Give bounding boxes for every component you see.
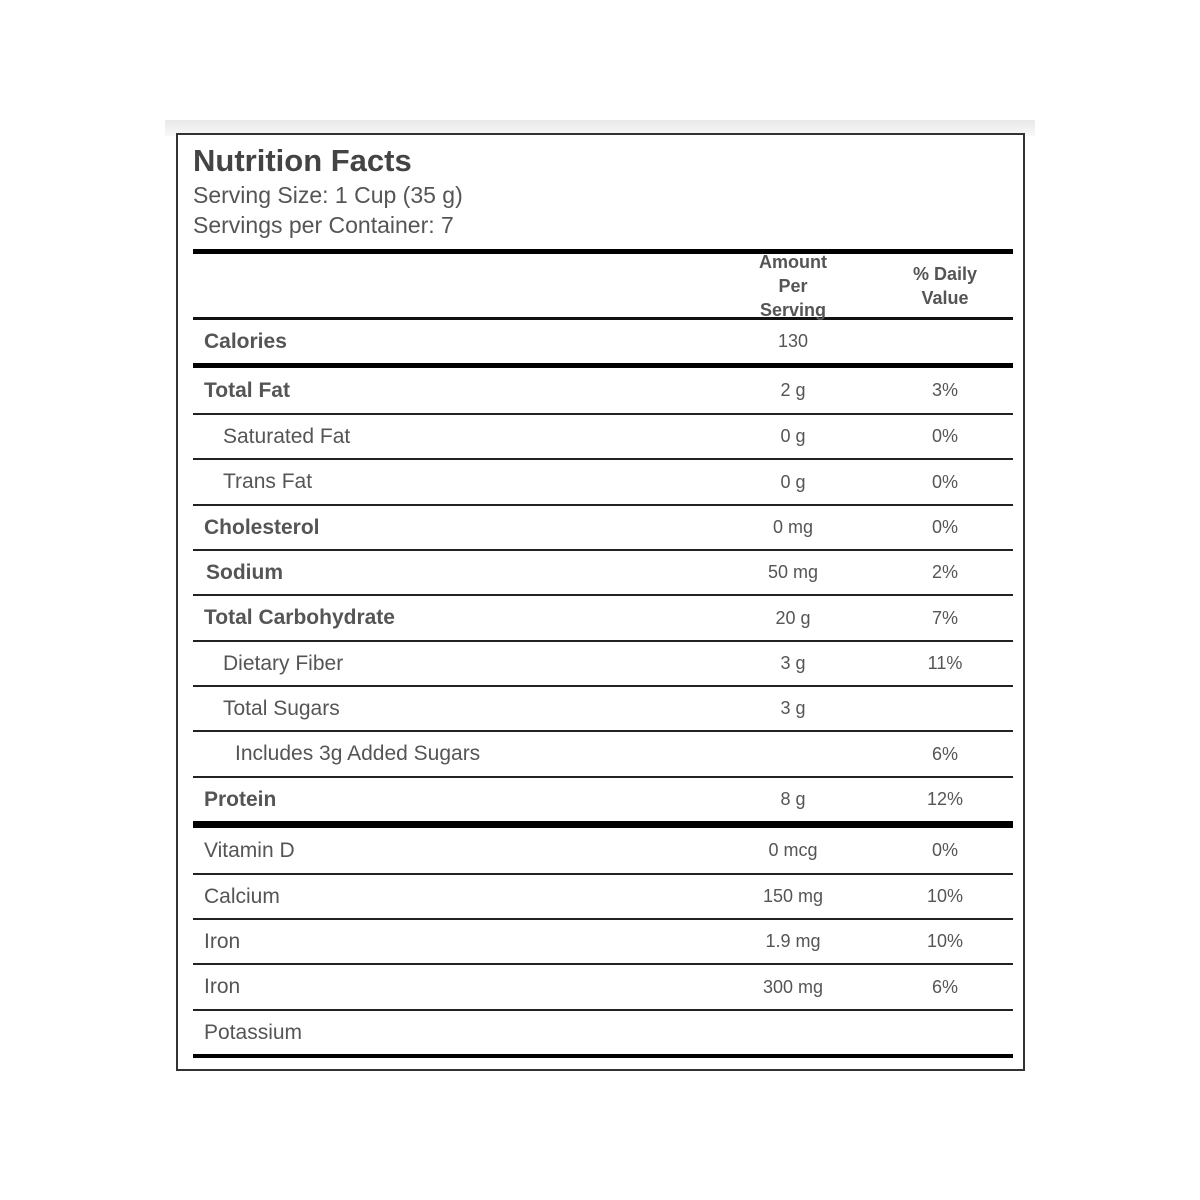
nutrient-dv: 0% — [931, 840, 958, 860]
table-row-iron — [193, 920, 1013, 965]
nutrient-dv: 12% — [926, 789, 964, 809]
table-row-vitamin-d — [193, 828, 1013, 875]
nutrient-name: Calories — [204, 329, 287, 353]
nutrient-name: Includes 3g Added Sugars — [235, 742, 481, 765]
nutrient-amount: 150 mg — [762, 886, 824, 906]
nutrient-name: Total Sugars — [223, 696, 340, 720]
nutrient-dv: 11% — [927, 653, 963, 673]
nutrient-amount: 0 mg — [772, 517, 814, 537]
table-row-iron-2 — [193, 965, 1013, 1011]
nutrient-dv: 0% — [931, 426, 958, 446]
nutrient-dv: 6% — [931, 743, 958, 764]
nutrient-name: Trans Fat — [223, 470, 313, 493]
nutrient-amount: 3 g — [780, 698, 806, 718]
table-row-total-fat — [193, 368, 1013, 415]
nutrient-name: Total Fat — [204, 378, 290, 402]
nutrient-name: Cholesterol — [204, 515, 320, 539]
nutrient-amount: 0 g — [780, 471, 806, 492]
nutrient-amount: 0 mcg — [768, 840, 818, 860]
table-row-added-sugars — [193, 732, 1013, 778]
nutrient-dv: 2% — [931, 562, 958, 582]
table-header — [193, 251, 1013, 320]
nutrient-amount: 50 mg — [767, 562, 819, 582]
nutrient-dv: 0% — [931, 517, 958, 537]
serving-size: Serving Size: 1 Cup (35 g) — [193, 182, 463, 208]
nutrient-name: Potassium — [204, 1020, 303, 1044]
nutrient-amount: 3 g — [780, 653, 806, 673]
table-row-cholesterol — [193, 506, 1013, 551]
table-row-dietary-fiber — [193, 642, 1013, 687]
nutrient-name: Vitamin D — [204, 838, 295, 862]
nutrient-dv: 10% — [926, 886, 964, 906]
servings-per-container: Servings per Container: 7 — [193, 212, 454, 238]
nutrient-amount: 20 g — [775, 607, 811, 628]
nutrient-name: Saturated Fat — [223, 424, 351, 448]
table-row-potassium — [193, 1011, 1013, 1058]
nutrient-name: Iron — [204, 975, 241, 998]
nutrient-name: Calcium — [204, 884, 280, 908]
nutrient-dv: 0% — [931, 471, 958, 492]
label-title: Nutrition Facts — [193, 143, 412, 178]
nutrition-facts-label — [176, 133, 1025, 1071]
nutrient-name: Iron — [204, 929, 241, 953]
header-daily-value: % Daily Value — [912, 263, 978, 308]
table-row-total-carbohydrate — [193, 596, 1013, 642]
table-row-calcium — [193, 875, 1013, 920]
nutrient-dv: 3% — [931, 380, 958, 400]
nutrient-name: Sodium — [206, 560, 283, 584]
nutrient-dv: 7% — [931, 607, 958, 628]
nutrient-amount: 1.9 mg — [765, 931, 821, 951]
nutrition-table — [193, 249, 1013, 1058]
header-amount: Amount Per Serving — [759, 251, 827, 320]
table-row-trans-fat — [193, 460, 1013, 506]
nutrient-name: Dietary Fiber — [223, 651, 344, 675]
nutrient-amount: 8 g — [780, 789, 806, 809]
table-row-sodium — [193, 551, 1013, 596]
nutrient-name: Protein — [204, 787, 277, 811]
nutrient-amount: 130 — [777, 331, 809, 351]
nutrient-dv: 6% — [931, 976, 958, 997]
nutrient-amount: 300 mg — [762, 976, 824, 997]
nutrient-dv: 10% — [926, 931, 964, 951]
nutrient-name: Total Carbohydrate — [204, 606, 395, 629]
nutrient-amount: 0 g — [780, 426, 806, 446]
table-row-calories — [193, 320, 1013, 368]
nutrient-amount: 2 g — [780, 380, 806, 400]
table-row-saturated-fat — [193, 415, 1013, 460]
table-row-protein — [193, 778, 1013, 828]
table-row-total-sugars — [193, 687, 1013, 732]
